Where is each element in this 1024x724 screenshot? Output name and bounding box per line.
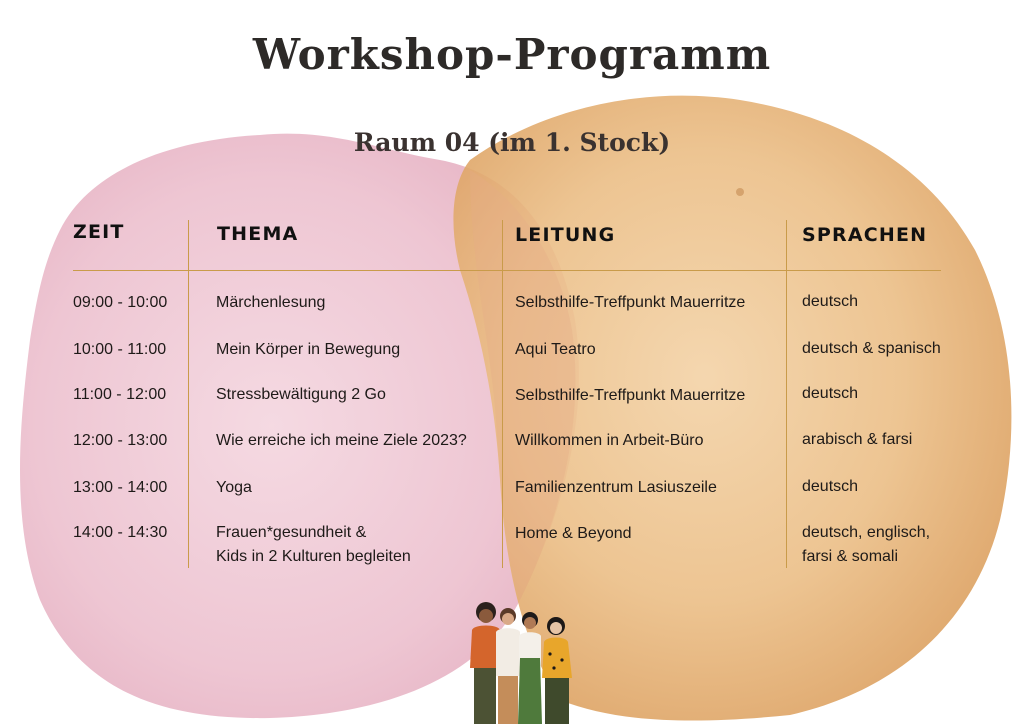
column-divider-2 — [502, 220, 503, 568]
row-5-thema: Yoga — [216, 479, 252, 496]
row-1-zeit: 09:00 - 10:00 — [73, 294, 168, 311]
row-2-sprachen: deutsch & spanisch — [802, 340, 941, 357]
row-4-leitung: Willkommen in Arbeit-Büro — [515, 432, 704, 449]
room-subtitle: Raum 04 (im 1. Stock) — [353, 128, 671, 157]
row-4-sprachen: arabisch & farsi — [802, 431, 913, 448]
row-6-sprachen: deutsch, englisch, farsi & somali — [802, 524, 931, 565]
header-sprachen: SPRACHEN — [802, 224, 928, 246]
row-3-sprachen: deutsch — [802, 385, 859, 402]
group-of-four-women-icon — [448, 596, 598, 724]
row-1-leitung: Selbsthilfe-Treffpunkt Mauerritze — [515, 294, 746, 311]
row-2-leitung: Aqui Teatro — [515, 341, 596, 358]
header-divider — [73, 270, 941, 271]
header-leitung: LEITUNG — [515, 224, 616, 246]
row-3-zeit: 11:00 - 12:00 — [73, 386, 167, 403]
row-1-sprachen: deutsch — [802, 293, 859, 310]
header-thema: THEMA — [217, 223, 299, 245]
row-3-leitung: Selbsthilfe-Treffpunkt Mauerritze — [515, 387, 746, 404]
header-zeit: ZEIT — [73, 221, 125, 243]
column-divider-1 — [188, 220, 189, 568]
row-4-thema: Wie erreiche ich meine Ziele 2023? — [216, 432, 467, 449]
page-title: Workshop-Programm — [252, 30, 772, 79]
row-5-sprachen: deutsch — [802, 478, 859, 495]
row-6-thema: Frauen*gesundheit & Kids in 2 Kulturen begleiten — [216, 524, 411, 565]
row-3-thema: Stressbewältigung 2 Go — [216, 386, 386, 403]
row-2-thema: Mein Körper in Bewegung — [216, 341, 401, 358]
row-2-zeit: 10:00 - 11:00 — [73, 341, 167, 358]
row-6-leitung: Home & Beyond — [515, 525, 632, 542]
row-5-zeit: 13:00 - 14:00 — [73, 479, 168, 496]
column-divider-3 — [786, 220, 787, 568]
row-5-leitung: Familienzentrum Lasiuszeile — [515, 479, 717, 496]
row-6-zeit: 14:00 - 14:30 — [73, 524, 168, 541]
row-4-zeit: 12:00 - 13:00 — [73, 432, 168, 449]
row-1-thema: Märchenlesung — [216, 294, 326, 311]
